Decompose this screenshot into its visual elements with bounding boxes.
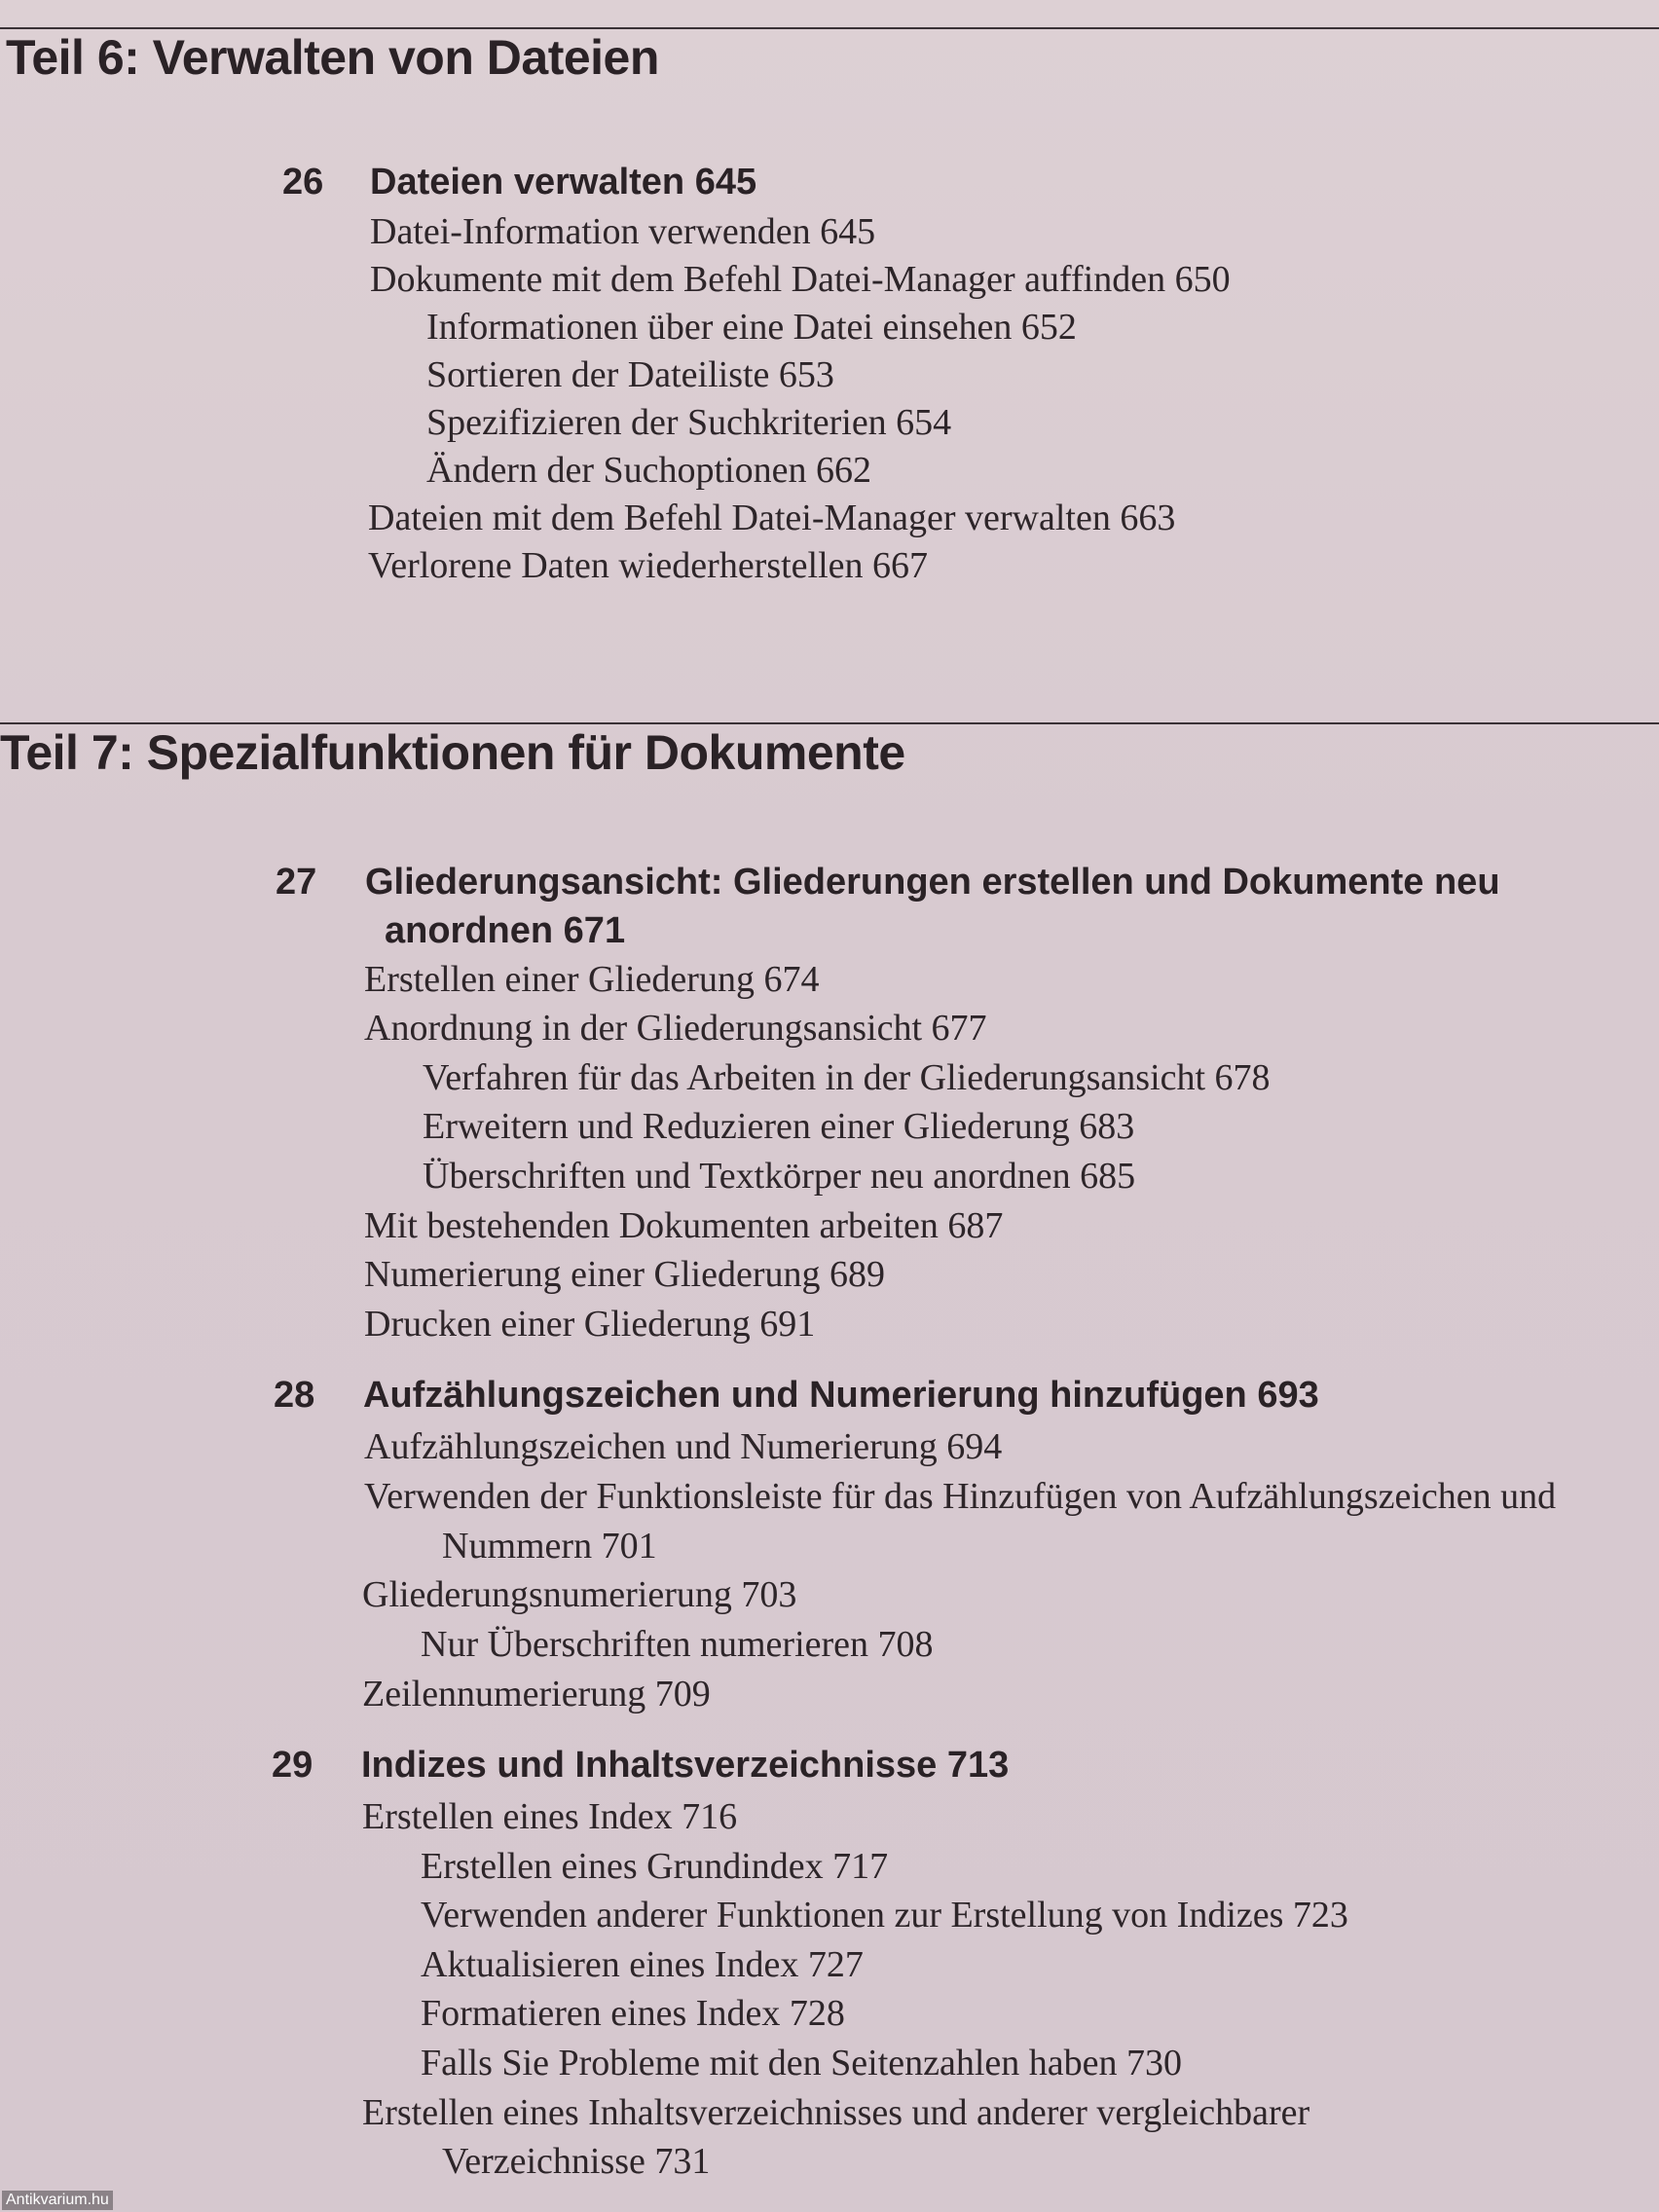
- toc-entry: Erstellen eines Inhaltsverzeichnisses und anderer vergleichbarer: [362, 2092, 1310, 2133]
- toc-entry: Verfahren für das Arbeiten in der Gliederungsansicht 678: [423, 1057, 1271, 1098]
- toc-entry: Sortieren der Dateiliste 653: [426, 354, 834, 395]
- toc-entry: Anordnung in der Gliederungsansicht 677: [364, 1008, 987, 1049]
- toc-entry: Nummern 701: [442, 1526, 657, 1567]
- toc-entry: Nur Überschriften numerieren 708: [421, 1624, 934, 1665]
- chapter27-title-line1: Gliederungsansicht: Gliederungen erstellen und Dokumente neu: [365, 862, 1500, 903]
- chapter27-number: 27: [276, 862, 317, 903]
- chapter27-title-line2: anordnen 671: [385, 910, 626, 951]
- toc-entry: Ändern der Suchoptionen 662: [426, 450, 871, 491]
- toc-entry: Dateien mit dem Befehl Datei-Manager verwalten 663: [368, 498, 1176, 538]
- toc-entry: Dokumente mit dem Befehl Datei-Manager auffinden 650: [370, 259, 1231, 300]
- part6-title: Teil 6: Verwalten von Dateien: [6, 30, 659, 85]
- toc-entry: Aktualisieren eines Index 727: [421, 1944, 864, 1985]
- toc-entry: Numerierung einer Gliederung 689: [364, 1254, 885, 1295]
- toc-entry: Formatieren eines Index 728: [421, 1993, 845, 2034]
- chapter28-title: Aufzählungszeichen und Numerierung hinzufügen 693: [363, 1375, 1319, 1416]
- chapter28-number: 28: [274, 1375, 315, 1416]
- toc-entry: Aufzählungszeichen und Numerierung 694: [364, 1426, 1003, 1467]
- toc-entry: Erweitern und Reduzieren einer Gliederung 683: [423, 1106, 1135, 1147]
- toc-entry: Zeilennumerierung 709: [362, 1674, 711, 1714]
- chapter26-title: Dateien verwalten 645: [370, 162, 757, 203]
- part7-title: Teil 7: Spezialfunktionen für Dokumente: [0, 725, 905, 780]
- toc-entry: Verwenden der Funktionsleiste für das Hinzufügen von Aufzählungszeichen und: [364, 1476, 1557, 1517]
- toc-entry: Erstellen eines Grundindex 717: [421, 1846, 889, 1887]
- chapter26-number: 26: [282, 162, 324, 203]
- toc-entry: Überschriften und Textkörper neu anordnen 685: [423, 1156, 1136, 1197]
- toc-entry: Informationen über eine Datei einsehen 652: [426, 307, 1077, 348]
- chapter27-heading: [276, 862, 1659, 959]
- watermark-label: Antikvarium.hu: [2, 2191, 113, 2210]
- toc-entry: Erstellen eines Index 716: [362, 1796, 738, 1837]
- chapter29-title: Indizes und Inhaltsverzeichnisse 713: [361, 1745, 1010, 1786]
- toc-entry: Verwenden anderer Funktionen zur Erstellung von Indizes 723: [421, 1895, 1348, 1936]
- toc-entry: Verzeichnisse 731: [442, 2141, 711, 2182]
- toc-entry: Erstellen einer Gliederung 674: [364, 959, 820, 1000]
- toc-entry: Spezifizieren der Suchkriterien 654: [426, 402, 952, 443]
- toc-entry: Gliederungsnumerierung 703: [362, 1574, 797, 1615]
- toc-entry: Verlorene Daten wiederherstellen 667: [368, 545, 929, 586]
- toc-entry: Falls Sie Probleme mit den Seitenzahlen haben 730: [421, 2043, 1183, 2083]
- chapter29-number: 29: [272, 1745, 313, 1786]
- toc-entry: Datei-Information verwenden 645: [370, 211, 876, 252]
- toc-entry: Mit bestehenden Dokumenten arbeiten 687: [364, 1205, 1004, 1246]
- toc-entry: Drucken einer Gliederung 691: [364, 1304, 816, 1345]
